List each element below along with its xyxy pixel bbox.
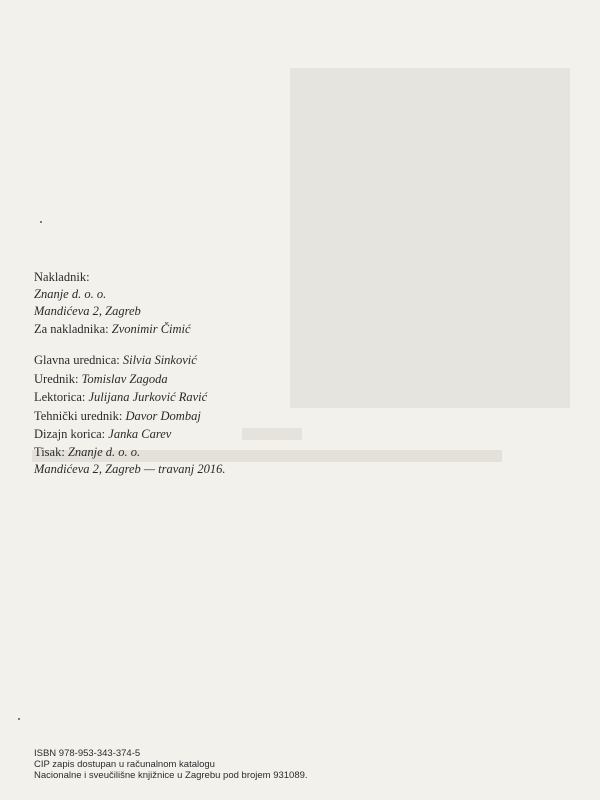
publisher-name: Znanje d. o. o.: [34, 287, 107, 301]
credit-value: Davor Dombaj: [125, 408, 201, 423]
publisher-block: [34, 269, 141, 320]
isbn: ISBN 978-953-343-374-5: [34, 748, 141, 759]
credit-label: Tehnički urednik:: [34, 408, 123, 423]
cip-line: Nacionalne i sveučilišne knjižnice u Zagrebu pod brojem 931089.: [34, 770, 308, 781]
credit-label: Glavna urednica:: [34, 353, 120, 367]
credit-row: [34, 388, 207, 407]
credit-label: Lektorica:: [34, 390, 86, 404]
credit-value: Janka Carev: [108, 427, 172, 441]
cip-block: [34, 748, 308, 781]
print-block: [34, 444, 226, 478]
for-publisher-value: Zvonimir Čimić: [111, 322, 191, 336]
credit-label: Urednik:: [34, 371, 79, 386]
print-address: Mandićeva 2, Zagreb — travanj 2016.: [34, 462, 226, 476]
credit-value: Tomislav Zagoda: [81, 371, 168, 386]
credit-label: Dizajn korica:: [34, 427, 106, 441]
publisher-label: Nakladnik:: [34, 270, 90, 284]
credit-row: [34, 351, 207, 370]
credit-value: Silvia Sinković: [122, 353, 197, 367]
show-through-image: [290, 68, 570, 408]
stray-mark: [40, 221, 42, 223]
print-label: Tisak:: [34, 445, 65, 459]
cip-line: CIP zapis dostupan u računalnom katalogu: [34, 759, 215, 770]
stray-mark: [18, 718, 20, 720]
for-publisher-label: Za nakladnika:: [34, 322, 109, 336]
credit-row: [34, 370, 207, 389]
credit-row: [34, 407, 207, 426]
publisher-address: Mandićeva 2, Zagreb: [34, 304, 141, 318]
for-publisher-block: [34, 321, 191, 338]
credit-row: [34, 425, 207, 444]
show-through-heading: [242, 428, 302, 440]
print-name: Znanje d. o. o.: [67, 445, 141, 459]
credits-block: [34, 351, 207, 444]
credit-value: Julijana Jurković Ravić: [88, 390, 208, 404]
